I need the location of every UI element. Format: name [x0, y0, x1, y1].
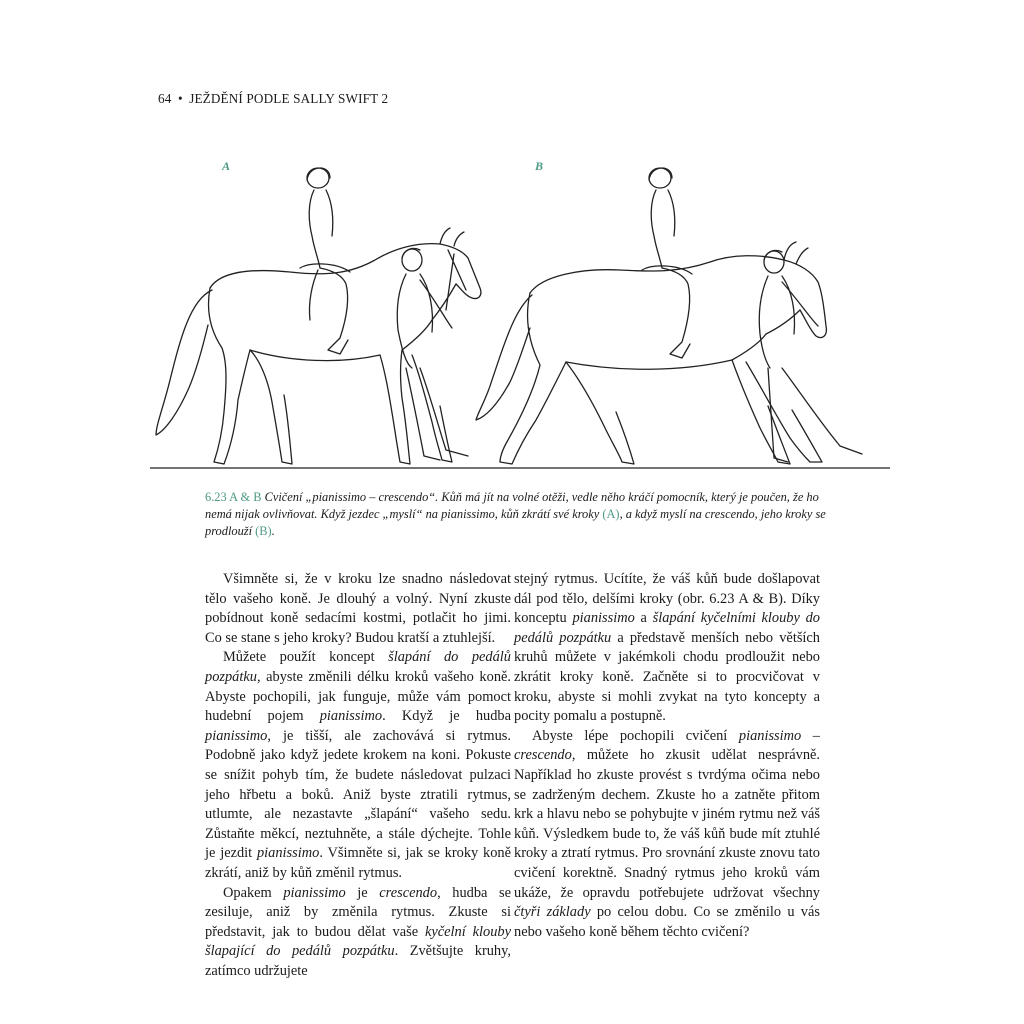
paragraph-text: . Zvětšujte kruhy, zatímco udržujete: [205, 943, 511, 979]
figure-label-a: A: [222, 159, 231, 173]
paragraph-text: Opakem: [223, 884, 284, 901]
paragraph-text: , můžete ho zkusit udělat nesprávně. Například ho zkuste provést s tvrdýma očima nebo se zadrženým dechem. Zkuste ho a zatněte přitom krk a hlavu nebo se pohybujte v jiném rytmu než váš kůň. Výsledkem bude to, že váš kůň bude mít ztuhlé kroky a ztratí rytmus. Pro srovnání zkuste znovu tato cvičení korektně. Snadný rytmus jeho kroků vám ukáže, že opravdu potřebujete udržovat všechny: [514, 747, 820, 901]
rider-a: [300, 168, 350, 354]
paragraph-text: a: [634, 610, 653, 627]
paragraph-text: po celou dobu. Co se změnilo u vás nebo vašeho koně během těchto cvičení?: [514, 904, 820, 940]
paragraph-text: Abyste lépe pochopili cvičení: [532, 727, 739, 744]
paragraph: [205, 648, 511, 883]
emphasis-text: šlapání do pedálů pozpátku: [205, 649, 511, 685]
emphasis-text: pianissimo: [572, 610, 635, 627]
emphasis-text: pianissimo – crescendo: [514, 727, 820, 764]
scene-b: [476, 168, 862, 464]
body-column-left: [205, 570, 511, 981]
paragraph-text: je: [345, 884, 380, 901]
caption-ref-a: (A): [602, 507, 620, 522]
handler-a: [397, 248, 468, 460]
running-title: JEŽDĚNÍ PODLE SALLY SWIFT 2: [189, 91, 389, 106]
caption-text-2: , a když myslí na crescendo, jeho kroky se prodlouží: [205, 507, 826, 539]
handler-b: [759, 250, 862, 462]
emphasis-text: crescendo: [379, 884, 438, 901]
paragraph: [514, 727, 820, 943]
figure-label-b: B: [535, 159, 544, 173]
paragraph-text: Můžete použít koncept: [223, 649, 389, 666]
caption-text-1: Cvičení „pianissimo – crescendo“. Kůň má jít na volné otěži, vedle něho kráčí pomocník, který je poučen, že ho nemá nijak ovlivňovat. Když jezdec „myslí“ na pianissimo, kůň zkrátí své kroky: [205, 490, 819, 522]
paragraph: [205, 570, 511, 648]
paragraph: [514, 570, 820, 727]
horse-illustration: [150, 150, 890, 475]
page-number: 64: [158, 91, 172, 106]
paragraph-text: Všimněte si, že v kroku lze snadno následovat tělo vašeho koně. Je dlouhý a volný. Nyní zkuste pobídnout koně sedacími kostmi, potlačit ho jimi. Co se stane s jeho kroky? Budou kratší a ztuhlejší.: [205, 571, 511, 646]
horse-b: [476, 242, 826, 464]
scene-a: [156, 168, 481, 464]
emphasis-text: kyčelní klouby šlapající do pedálů pozpátku: [205, 923, 511, 960]
rider-b: [642, 168, 692, 358]
caption-text-3: .: [271, 524, 275, 539]
figure-caption: [205, 489, 845, 541]
paragraph-text: a představě menších nebo větších kruhů můžete v jakémkoli chodu prodloužit nebo zkrátit kroky koně. Začněte si to procvičovat v kroku, abyste si mohli zvykat na tyto koncepty a pocity pomalu a postupně.: [514, 629, 820, 725]
emphasis-text: šlapání kyčelními klouby do pedálů pozpátku: [514, 610, 820, 646]
paragraph-text: , hudba se zesiluje, aniž by změnila rytmus. Zkuste si představit, jak to budou dělat vaše: [205, 884, 511, 940]
paragraph-text: , je tišší, ale zachovává si rytmus. Podobně jako když jedete krokem na koni. Pokuste se snížit pohyb tím, že budete následovat pulzaci jeho hřbetu a boků. Aniž byste ztratili rytmus, utlumte, ale nezastavte „šlapání“ vašeho sedu. Zůstaňte měkcí, neztuhněte, a stále dýchejte. Tohle je jezdit: [205, 727, 511, 862]
emphasis-text: pianissimo: [283, 884, 346, 901]
caption-ref-b: (B): [255, 524, 272, 539]
caption-number: 6.23 A & B: [205, 490, 262, 504]
emphasis-text: pianissimo: [319, 708, 383, 725]
emphasis-text: pianissimo: [256, 845, 320, 862]
emphasis-text: čtyři základy: [514, 904, 591, 921]
paragraph: [205, 884, 511, 982]
emphasis-text: pianissimo: [205, 727, 268, 744]
paragraph-text: stejný rytmus. Ucítíte, že váš kůň bude došlapovat dál pod tělo, delšími kroky (obr. 6.23 A & B). Díky konceptu: [514, 571, 820, 627]
figure-6-23: [150, 150, 890, 475]
running-header: [158, 91, 388, 107]
header-bullet: •: [177, 91, 183, 106]
paragraph-text: . Všimněte si, jak se kroky koně zkrátí, aniž by kůň změnil rytmus.: [205, 845, 511, 881]
paragraph-text: . Když je hudba: [382, 708, 511, 725]
paragraph-text: , abyste změnili délku kroků vašeho koně. Abyste pochopili, jak funguje, může vám pomoct hudební pojem: [205, 668, 511, 725]
body-column-right: [514, 570, 820, 942]
